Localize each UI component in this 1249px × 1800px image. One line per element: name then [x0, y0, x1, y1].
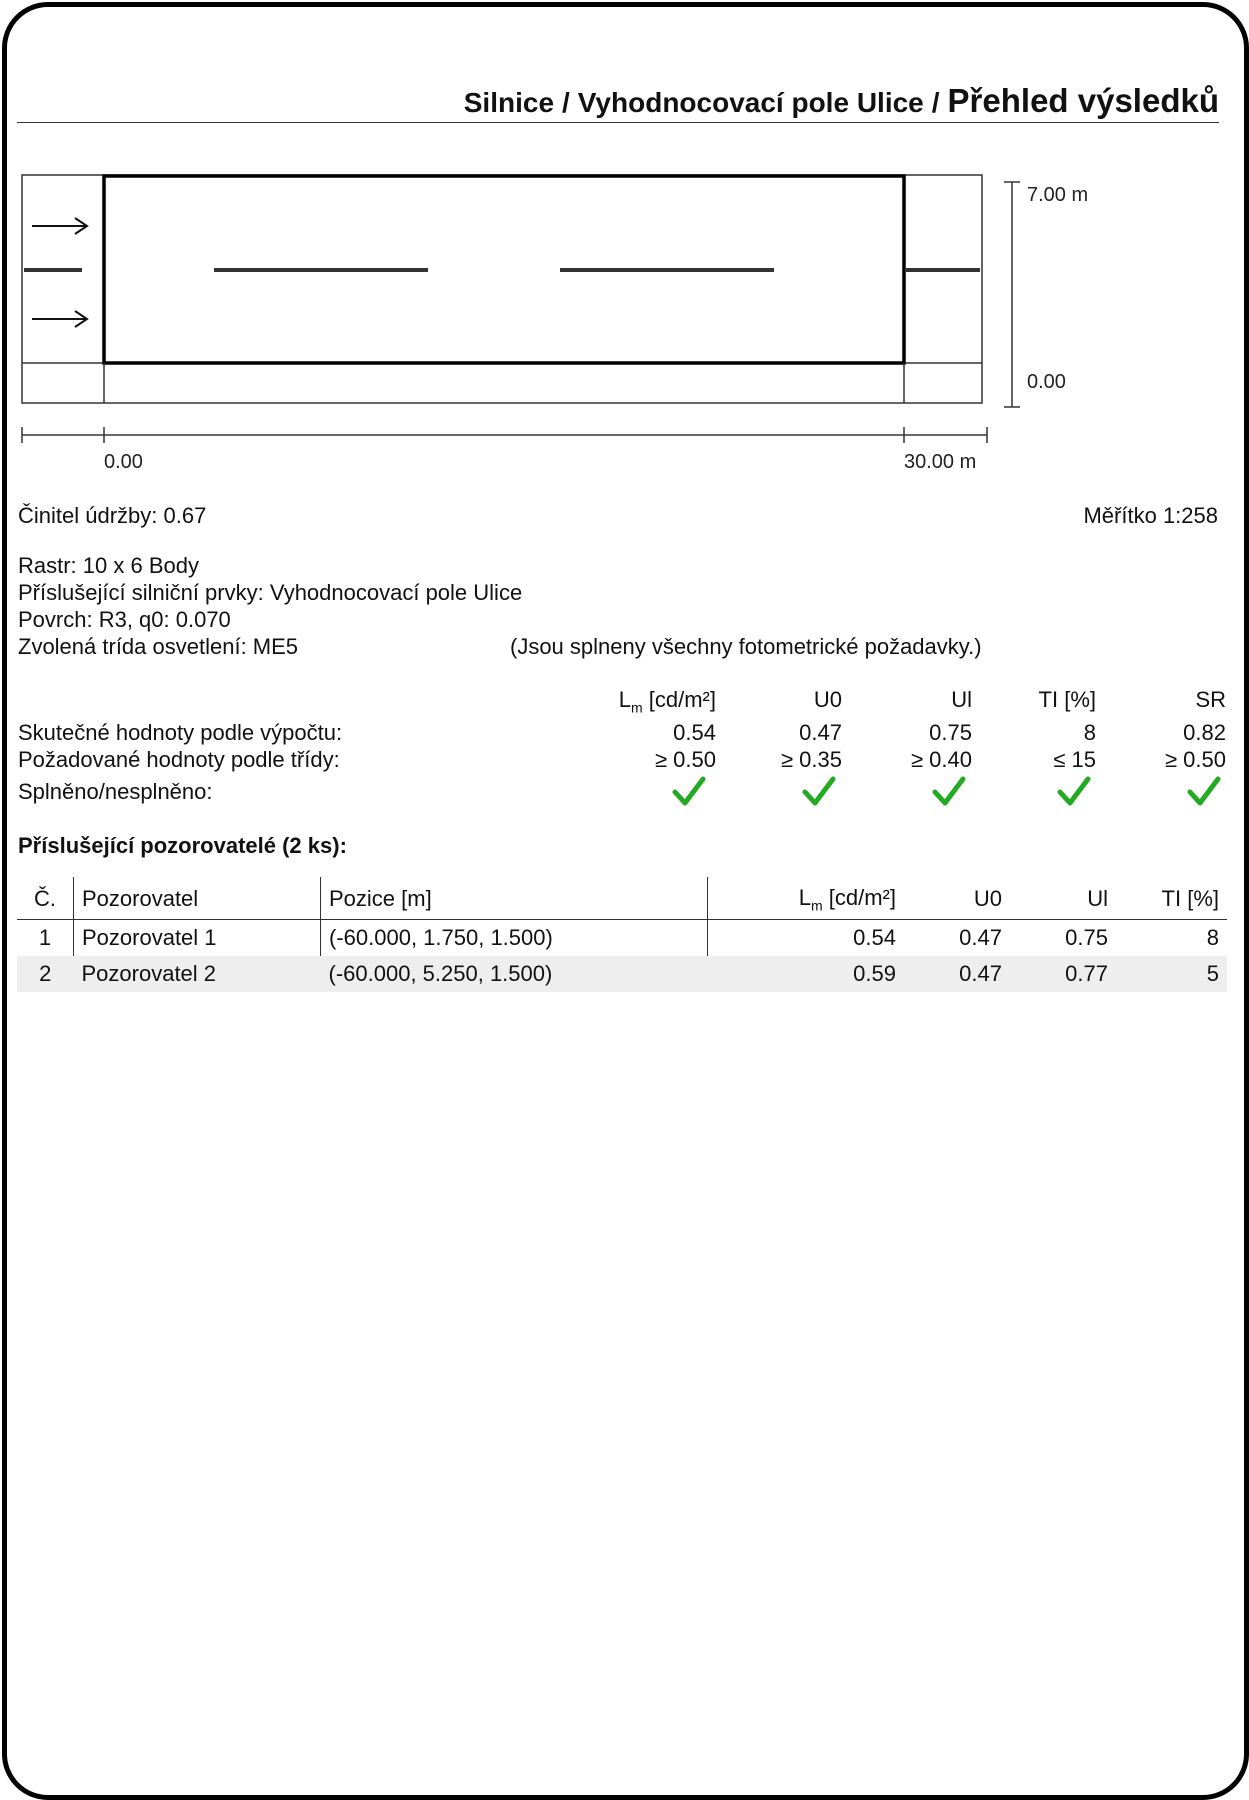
actual-lm: 0.54 — [673, 720, 716, 745]
cell-ul: 0.77 — [1010, 956, 1116, 992]
dimension-top-label: 7.00 m — [1027, 184, 1089, 206]
col-lm: $L_m$ [cd/m²] — [708, 877, 905, 920]
header-u0: U0 — [813, 687, 842, 712]
breadcrumb-separator: / — [931, 87, 940, 118]
breadcrumb-separator: / — [562, 87, 570, 118]
dimension-bottom-label: 0.00 — [1027, 371, 1066, 393]
header-lm: $L_m$ [cd/m²] — [618, 687, 716, 716]
actual-ul: 0.75 — [929, 720, 972, 745]
breadcrumb-evaluation-field[interactable]: Vyhodnocovací pole Ulice — [577, 87, 924, 118]
dimension-end-label: 30.00 m — [904, 451, 977, 473]
scale-label: Měřítko 1:258 — [1083, 503, 1218, 528]
breadcrumb-road[interactable]: Silnice — [463, 87, 555, 118]
table-header-row — [17, 877, 1227, 920]
lighting-class-info: Zvolená trída osvetlení: ME5 — [18, 634, 299, 659]
road-diagram — [7, 7, 1237, 487]
cell-ul: 0.75 — [1065, 925, 1108, 951]
actual-u0: 0.47 — [799, 720, 842, 745]
required-lm: ≥ 0.50 — [654, 747, 716, 772]
header-ul: Ul — [951, 687, 972, 712]
check-icon — [802, 775, 836, 809]
col-ul: Ul — [1010, 877, 1116, 920]
check-icon — [932, 775, 966, 809]
cell-observer: Pozorovatel 1 — [74, 920, 321, 957]
cell-position: (-60.000, 1.750, 1.500) — [321, 920, 708, 957]
col-ti: TI [%] — [1116, 877, 1227, 920]
requirements-note: (Jsou splneny všechny fotometrické požadavky.) — [510, 634, 982, 659]
direction-arrow-icon — [32, 311, 87, 327]
road-elements-info: Příslušející silniční prvky: Vyhodnocovací pole Ulice — [18, 580, 523, 605]
actual-ti: 8 — [1083, 720, 1096, 745]
cell-lm: 0.59 — [708, 956, 905, 992]
cell-ti: 5 — [1116, 956, 1227, 992]
check-icon — [1187, 775, 1221, 809]
page-frame — [2, 2, 1249, 1800]
cell-ti: 8 — [1206, 925, 1219, 951]
required-ti: ≤ 15 — [1053, 747, 1096, 772]
grid-info: Rastr: 10 x 6 Body — [18, 553, 199, 578]
col-u0: U0 — [904, 877, 1010, 920]
status-label: Splněno/nesplněno: — [18, 779, 213, 804]
required-ul: ≥ 0.40 — [910, 747, 972, 772]
dimension-start-label: 0.00 — [104, 451, 143, 473]
cell-u0: 0.47 — [904, 956, 1010, 992]
header-sr: SR — [1195, 687, 1226, 712]
observers-table — [17, 877, 1227, 992]
direction-arrow-icon — [32, 218, 87, 234]
col-no: Č. — [17, 877, 74, 920]
header-ti: TI [%] — [1038, 687, 1096, 712]
required-values-label: Požadované hodnoty podle třídy: — [18, 747, 340, 772]
cell-no: 2 — [17, 956, 74, 992]
table-row — [17, 920, 1227, 957]
check-icon — [1057, 775, 1091, 809]
col-position: Pozice [m] — [321, 877, 708, 920]
col-observer: Pozorovatel — [74, 877, 321, 920]
check-icon — [672, 775, 706, 809]
required-u0: ≥ 0.35 — [780, 747, 842, 772]
required-sr: ≥ 0.50 — [1164, 747, 1226, 772]
cell-lm: 0.54 — [853, 925, 896, 951]
actual-sr: 0.82 — [1183, 720, 1226, 745]
surface-info: Povrch: R3, q0: 0.070 — [18, 607, 231, 632]
cell-no: 1 — [17, 920, 74, 957]
observers-title: Příslušející pozorovatelé (2 ks): — [18, 833, 347, 858]
maintenance-factor: Činitel údržby: 0.67 — [18, 503, 207, 528]
road-outline — [22, 175, 982, 403]
cell-u0: 0.47 — [959, 925, 1002, 951]
actual-values-label: Skutečné hodnoty podle výpočtu: — [18, 720, 343, 745]
page-title: Přehled výsledků — [947, 82, 1219, 119]
cell-observer: Pozorovatel 2 — [74, 956, 321, 992]
cell-position: (-60.000, 5.250, 1.500) — [321, 956, 708, 992]
table-row — [17, 956, 1227, 992]
